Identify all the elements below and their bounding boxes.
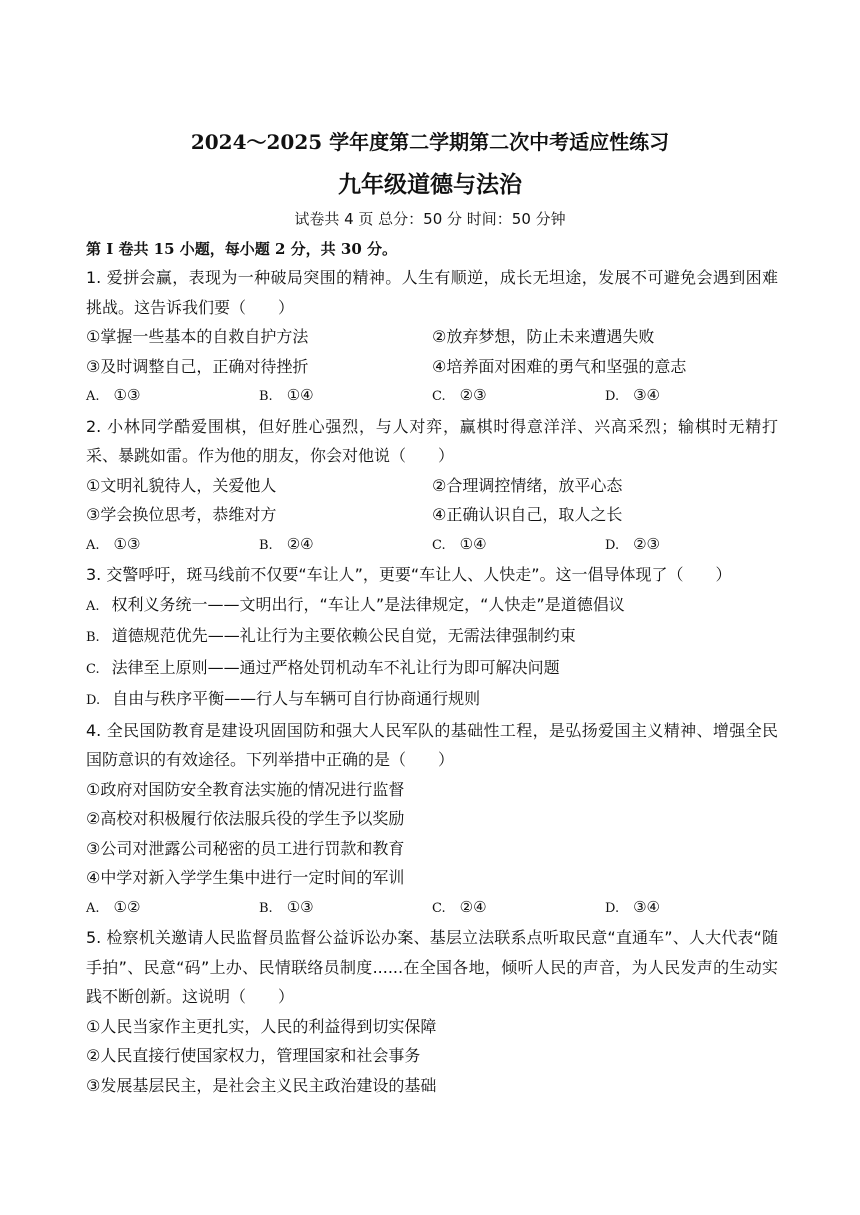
question-stem: 3. 交警呼吁，斑马线前不仅要“车让人”，更要“车让人、人快走”。这一倡导体现了（ ） [86, 565, 732, 584]
answer-choice-c [432, 893, 605, 924]
question-stem: 1. 爱拼会赢，表现为一种破局突围的精神。人生有顺逆，成长无坦途，发展不可避免会遇到困难挑战。这告诉我们要（ ） [86, 268, 778, 317]
exam-title: 2024～2025 学年度第二学期第二次中考适应性练习 [190, 130, 670, 154]
choice-text: ②③ [459, 386, 487, 404]
choice-text: ①② [113, 897, 141, 916]
answer-choices [86, 893, 778, 924]
statement-option: ③及时调整自己，正确对待挫折 [86, 356, 309, 376]
choice-letter: A. [86, 537, 100, 553]
answer-choices [86, 530, 778, 561]
choice-letter: C. [86, 661, 100, 677]
choice-letter: B. [259, 537, 273, 553]
choice-text: ①④ [459, 534, 487, 553]
choice-text: ③④ [633, 386, 660, 404]
answer-choice-b [259, 893, 432, 924]
answer-choice-a [86, 590, 778, 622]
statement-option: ③公司对泄露公司秘密的员工进行罚款和教育 [86, 838, 405, 858]
statement-option: ③发展基层民主，是社会主义民主政治建设的基础 [86, 1075, 437, 1095]
question-3 [86, 560, 778, 716]
answer-choices [86, 381, 778, 412]
answer-choice-d [605, 530, 778, 561]
choice-letter: C. [432, 389, 446, 404]
choice-text: ②③ [633, 534, 660, 553]
choice-letter: C. [432, 537, 446, 553]
choice-text: ①③ [286, 897, 314, 916]
statement-option: ②放弃梦想，防止未来遭遇失败 [432, 327, 655, 346]
exam-meta: 试卷共 4 页 总分：50 分 时间：50 分钟 [294, 210, 566, 228]
choice-text: 权利义务统一——文明出行，“车让人”是法律规定，“人快走”是道德倡议 [111, 594, 625, 614]
option-row [86, 471, 778, 501]
statement-option: ④中学对新入学学生集中进行一定时间的军训 [86, 868, 405, 887]
choice-text: 自由与秩序平衡——行人与车辆可自行协商通行规则 [112, 689, 481, 708]
choice-text: 法律至上原则——通过严格处罚机动车不礼让行为即可解决问题 [111, 657, 560, 677]
answer-choice-c [432, 530, 605, 561]
choice-letter: B. [259, 389, 273, 404]
statement-option: ①掌握一些基本的自救自护方法 [86, 327, 309, 346]
answer-choice-d [86, 684, 778, 716]
answer-choice-b [259, 530, 432, 561]
question-stem: 2. 小林同学酷爱围棋，但好胜心强烈，与人对弈，赢棋时得意洋洋、兴高采烈；输棋时无精打采、暴跳如雷。作为他的朋友，你会对他说（ ） [86, 416, 778, 465]
choice-text: ②④ [459, 897, 487, 916]
answer-choice-b [259, 381, 432, 412]
question-2 [86, 412, 778, 561]
answer-choice-a [86, 381, 259, 412]
choice-letter: A. [86, 598, 100, 614]
answer-choice-b [86, 621, 778, 653]
choice-letter: B. [86, 630, 100, 645]
statement-option: ③学会换位思考，恭维对方 [86, 505, 277, 524]
answer-choice-c [86, 653, 778, 685]
statement-option: ①文明礼貌待人，关爱他人 [86, 475, 277, 495]
question-stem: 5. 检察机关邀请人民监督员监督公益诉讼办案、基层立法联系点听取民意“直通车”、人大代表“随手拍”、民意“码”上办、民情联络员制度......在全国各地，倾听人民的声音，为人民发声的生动实践不断创新。这说明（ ） [86, 928, 778, 1006]
statement-option: ②人民直接行使国家权力，管理国家和社会事务 [86, 1046, 421, 1065]
choice-letter: A. [86, 900, 100, 916]
option-row [86, 500, 778, 530]
section-heading: 第 I 卷共 15 小题，每小题 2 分，共 30 分。 [86, 240, 397, 258]
question-list [86, 263, 778, 1100]
choice-letter: B. [259, 900, 273, 916]
answer-choice-d [605, 381, 778, 412]
statement-option: ②合理调控情绪，放平心态 [432, 475, 623, 495]
question-1 [86, 263, 778, 412]
choice-letter: D. [605, 389, 620, 404]
statement-option: ④正确认识自己，取人之长 [432, 505, 623, 524]
choice-text: ①③ [113, 386, 141, 404]
choice-letter: D. [86, 693, 101, 708]
choice-text: 道德规范优先——礼让行为主要依赖公民自觉，无需法律强制约束 [111, 626, 576, 645]
statement-option: ④培养面对困难的勇气和坚强的意志 [432, 356, 687, 376]
choice-letter: D. [605, 900, 620, 916]
choice-letter: A. [86, 389, 100, 404]
statement-option: ①人民当家作主更扎实，人民的利益得到切实保障 [86, 1016, 437, 1036]
statement-option: ②高校对积极履行依法服兵役的学生予以奖励 [86, 809, 405, 828]
choice-text: ②④ [286, 534, 314, 553]
question-5 [86, 923, 778, 1100]
answer-choice-a [86, 893, 259, 924]
choice-letter: D. [605, 537, 620, 553]
subject-title: 九年级道德与法治 [338, 172, 522, 198]
question-stem: 4. 全民国防教育是建设巩固国防和强大人民军队的基础性工程，是弘扬爱国主义精神、增强全民国防意识的有效途径。下列举措中正确的是（ ） [86, 720, 778, 769]
answer-choice-c [432, 381, 605, 412]
option-row [86, 322, 778, 352]
statement-option: ①政府对国防安全教育法实施的情况进行监督 [86, 779, 405, 799]
answer-choice-a [86, 530, 259, 561]
question-4 [86, 716, 778, 924]
choice-text: ①③ [113, 534, 141, 553]
answer-choice-d [605, 893, 778, 924]
choice-text: ①④ [286, 386, 314, 404]
choice-text: ③④ [633, 897, 660, 916]
choice-letter: C. [432, 900, 446, 916]
option-row [86, 352, 778, 382]
